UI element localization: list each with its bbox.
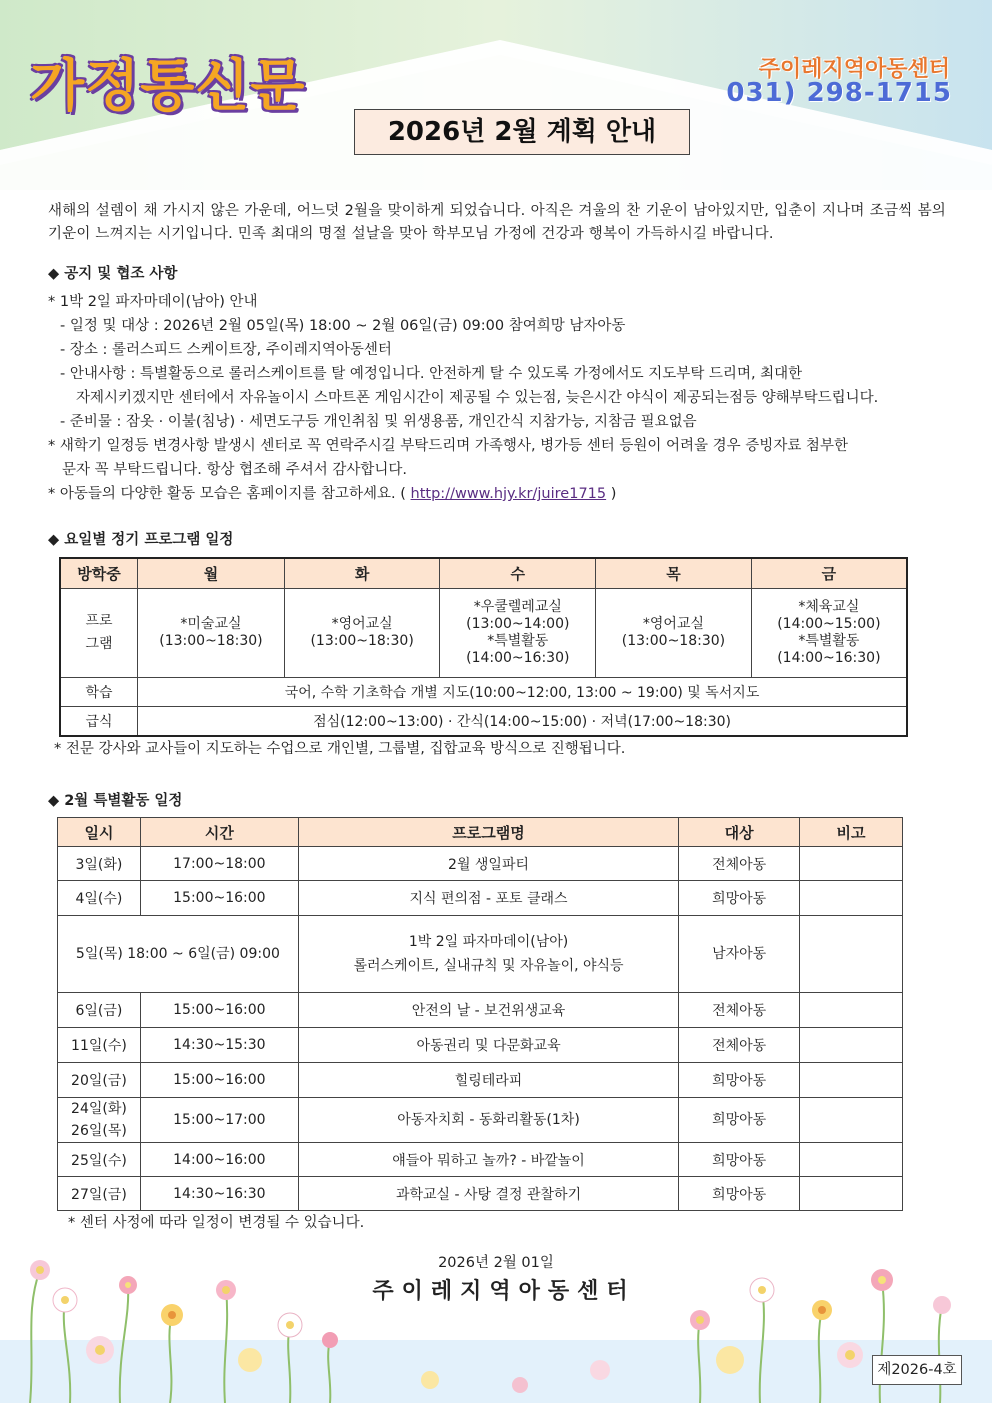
row-date: 5일(목) 18:00 ~ 6일(금) 09:00: [58, 916, 299, 993]
row-time: 15:00~17:00: [140, 1098, 298, 1143]
weekly-header-vacation: 방학중: [60, 558, 138, 589]
weekly-header-mon: 월: [138, 558, 285, 589]
notice-item-2: * 새학기 일정등 변경사항 발생시 센터로 꼭 연락주시길 부탁드리며 가족행사, 병가등 센터 등원이 어려울 경우 증빙자료 첨부한: [48, 438, 848, 454]
phone-number: 031) 298-1715: [726, 78, 952, 108]
table-row: [58, 1063, 903, 1098]
row-target: 희망아동: [679, 1098, 800, 1143]
special-activity-table: [57, 817, 903, 1211]
special-header-note: 비고: [800, 818, 903, 847]
special-header-time: 시간: [140, 818, 298, 847]
row-program: 1박 2일 파자마데이(남아) 롤러스케이트, 실내규칙 및 자유놀이, 야식등: [298, 916, 678, 993]
row-time: 14:30~15:30: [140, 1028, 298, 1063]
notice-item-1-supplies: - 준비물 : 잠옷 · 이불(침낭) · 세면도구등 개인취침 및 위생용품, 개인간식 지참가능, 지참금 필요없음: [60, 414, 697, 430]
row-date: 25일(수): [58, 1143, 141, 1177]
row-target: 전체아동: [679, 1028, 800, 1063]
table-row: [58, 1098, 903, 1143]
row-target: 희망아동: [679, 1143, 800, 1177]
row-target: 희망아동: [679, 881, 800, 916]
special-heading: ◆ 2월 특별활동 일정: [48, 793, 183, 809]
row-date: 11일(수): [58, 1028, 141, 1063]
special-header-target: 대상: [679, 818, 800, 847]
table-row: [58, 847, 903, 881]
notice-heading: ◆ 공지 및 협조 사항: [48, 266, 178, 282]
row-date: 3일(화): [58, 847, 141, 881]
table-row: [58, 1143, 903, 1177]
program-label: 프로 그램: [60, 589, 138, 678]
row-program: 과학교실 - 사탕 결정 관찰하기: [298, 1177, 678, 1211]
row-target: 희망아동: [679, 1177, 800, 1211]
row-note: [800, 1143, 903, 1177]
homepage-link[interactable]: http://www.hjy.kr/juire1715: [410, 486, 607, 502]
notice-item-1-place: - 장소 : 롤러스피드 스케이트장, 주이레지역아동센터: [60, 342, 392, 358]
row-program: 지식 편의점 - 포토 클래스: [298, 881, 678, 916]
page-title: 2026년 2월 계획 안내: [354, 109, 690, 155]
row-time: 14:00~16:00: [140, 1143, 298, 1177]
row-date: 20일(금): [58, 1063, 141, 1098]
program-mon: *미술교실 (13:00~18:30): [138, 589, 285, 678]
program-fri: *체육교실 (14:00~15:00) *특별활동 (14:00~16:30): [751, 589, 907, 678]
row-date: 27일(금): [58, 1177, 141, 1211]
row-target: 전체아동: [679, 993, 800, 1028]
row-program: 힐링테라피: [298, 1063, 678, 1098]
row-program: 얘들아 뭐하고 놀까? - 바깥놀이: [298, 1143, 678, 1177]
notice-item-1-info-cont: 자제시키겠지만 센터에서 자유놀이시 스마트폰 게임시간이 제공될 수 있는점, 늦은시간 야식이 제공되는점등 양해부탁드립니다.: [76, 390, 879, 406]
special-header-program: 프로그램명: [298, 818, 678, 847]
issue-number: 제2026-4호: [872, 1355, 962, 1385]
weekly-note: * 전문 강사와 교사들이 지도하는 수업으로 개인별, 그룹별, 집합교육 방식으로 진행됩니다.: [54, 741, 626, 757]
row-time: 15:00~16:00: [140, 1063, 298, 1098]
row-note: [800, 847, 903, 881]
notice-item-2-cont: 문자 꼭 부탁드립니다. 항상 협조해 주셔서 감사합니다.: [62, 462, 408, 478]
row-note: [800, 1177, 903, 1211]
notice-item-1: * 1박 2일 파자마데이(남아) 안내: [48, 294, 258, 310]
notice-item-3-text: * 아동들의 다양한 활동 모습은 홈페이지를 참고하세요. (: [48, 486, 411, 502]
weekly-header-fri: 금: [751, 558, 907, 589]
newsletter-logo: 가정통신문: [30, 54, 306, 119]
center-name: 주이레지역아동센터: [372, 1279, 636, 1304]
row-target: 희망아동: [679, 1063, 800, 1098]
notice-item-3: [48, 482, 948, 506]
intro-paragraph: 새해의 설렘이 채 가시지 않은 가운데, 어느덧 2월을 맞이하게 되었습니다. 아직은 겨울의 찬 기운이 남아있지만, 입춘이 지나며 조금씩 봄의 기운이 느껴지는 시기입니다. 민족 최대의 명절 설날을 맞아 학부모님 가정에 건강과 행복이 가득하시길 바랍니다.: [48, 203, 946, 242]
row-time: 15:00~16:00: [140, 881, 298, 916]
weekly-header-wed: 수: [440, 558, 596, 589]
weekly-header-thu: 목: [596, 558, 752, 589]
row-note: [800, 1063, 903, 1098]
row-note: [800, 881, 903, 916]
org-name-header: 주이레지역아동센터: [758, 57, 950, 82]
table-row: [58, 916, 903, 993]
weekly-heading: ◆ 요일별 정기 프로그램 일정: [48, 532, 234, 548]
row-note: [800, 1098, 903, 1143]
weekly-program-table: [59, 557, 908, 737]
row-program: 아동자치회 - 동화리활동(1차): [298, 1098, 678, 1143]
study-label: 학습: [60, 678, 138, 707]
row-date: 24일(화) 26일(목): [58, 1098, 141, 1143]
weekly-header-tue: 화: [284, 558, 440, 589]
row-time: 17:00~18:00: [140, 847, 298, 881]
row-program: 아동권리 및 다문화교육: [298, 1028, 678, 1063]
study-text: 국어, 수학 기초학습 개별 지도(10:00~12:00, 13:00 ~ 19:00) 및 독서지도: [138, 678, 907, 707]
row-program: 2월 생일파티: [298, 847, 678, 881]
row-time: 15:00~16:00: [140, 993, 298, 1028]
notice-item-3-close: ): [606, 486, 617, 502]
row-date: 6일(금): [58, 993, 141, 1028]
row-note: [800, 993, 903, 1028]
program-thu: *영어교실 (13:00~18:30): [596, 589, 752, 678]
meal-label: 급식: [60, 707, 138, 736]
notice-item-1-schedule: - 일정 및 대상 : 2026년 2월 05일(목) 18:00 ~ 2월 06일(금) 09:00 참여희망 남자아동: [60, 318, 626, 334]
table-row: [58, 1177, 903, 1211]
row-note: [800, 1028, 903, 1063]
meal-text: 점심(12:00~13:00) · 간식(14:00~15:00) · 저녁(17:00~18:30): [138, 707, 907, 736]
issue-date: 2026년 2월 01일: [438, 1255, 554, 1271]
row-program: 안전의 날 - 보건위생교육: [298, 993, 678, 1028]
special-header-date: 일시: [58, 818, 141, 847]
table-row: [58, 881, 903, 916]
row-date: 4일(수): [58, 881, 141, 916]
row-note: [800, 916, 903, 993]
program-wed: *우쿨렐레교실 (13:00~14:00) *특별활동 (14:00~16:30): [440, 589, 596, 678]
notice-section: [48, 290, 948, 506]
special-note: * 센터 사정에 따라 일정이 변경될 수 있습니다.: [68, 1215, 365, 1231]
row-target: 남자아동: [679, 916, 800, 993]
row-time: 14:30~16:30: [140, 1177, 298, 1211]
table-row: [58, 1028, 903, 1063]
program-tue: *영어교실 (13:00~18:30): [284, 589, 440, 678]
row-target: 전체아동: [679, 847, 800, 881]
table-row: [58, 993, 903, 1028]
notice-item-1-info: - 안내사항 : 특별활동으로 롤러스케이트를 탈 예정입니다. 안전하게 탈 수 있도록 가정에서도 지도부탁 드리며, 최대한: [60, 366, 803, 382]
